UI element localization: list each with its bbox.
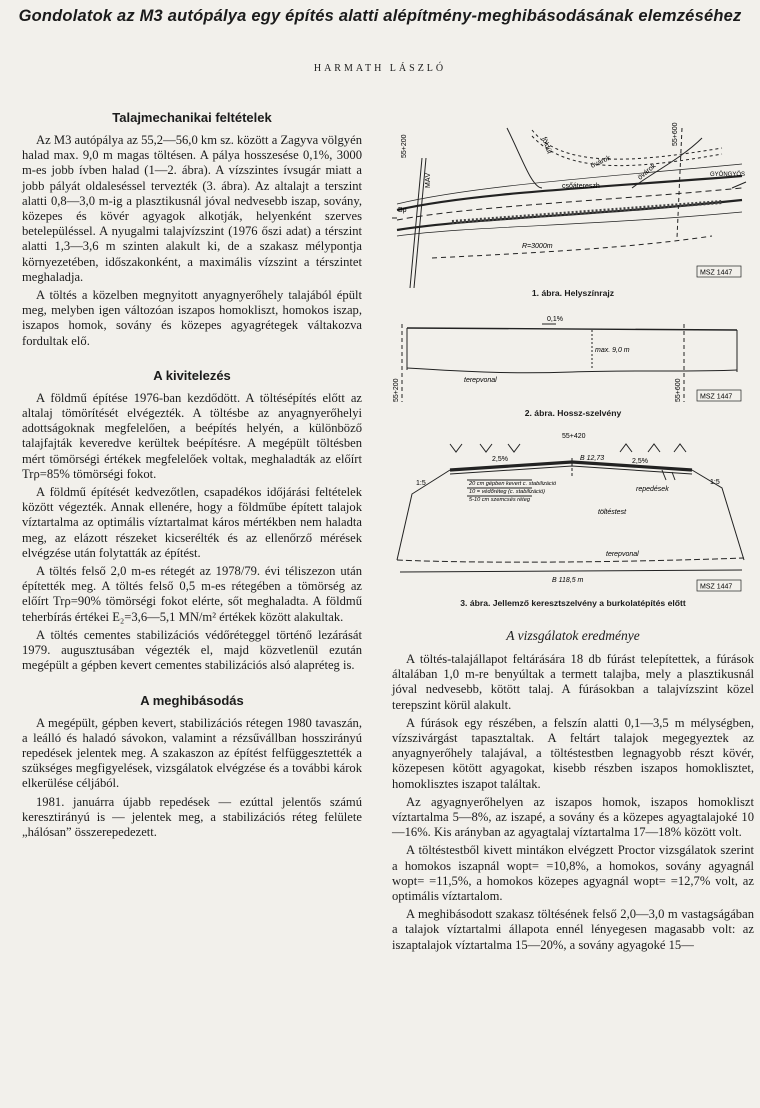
paragraph: A töltés cementes stabilizációs védőréteggel történő lezárását 1979. augusztusában végezték el, majd közvetlenül ezután megépült a gépben kevert cementes stabilizációs alsó alapréteg is.: [22, 627, 362, 673]
figure-1-caption: 1. ábra. Helyszínrajz: [531, 288, 615, 298]
label-ditch: övárok: [589, 154, 612, 170]
paragraph: A meghibásodott szakasz töltésének felső 2,0—3,0 m vastagságában a talajok víztartalmi állapota ennél lényegesen magasabb volt: az iszaptalajok víztartalma 15—20%, a sovány agyagoké 15—: [392, 907, 754, 952]
section-title: A meghibásodás: [140, 692, 244, 708]
paragraph: A töltéstestből kivett mintákon elvégzett Proctor vizsgálatok szerint a homokos iszapnál wopt= =10,8%, a homokos, sovány agyagnál wopt= =11,5%, a homokos közepes agyagnál wopt= =12,7% volt, az optimális víztartalom.: [392, 843, 754, 904]
figure-cross-section: [392, 432, 754, 592]
paragraph: Az M3 autópálya az 55,2—56,0 km sz. között a Zagyva völgyén halad max. 9,0 m magas töltésen. A pálya hosszesése 0,1%, 3000 m-es jobb ívben halad (1—2. ábra). A vízszintes ívsugár miatt a jobb pályát oldaleséssel tervezték (3. ábra). Az altalajt a terszint alatti 0,8—3,0 m-ig a plasztikusnál jóval nedvesebb iszap, sovány, közepes és kövér agyagok alkotják, helyenként szerves betelepüléssel. A nyugalmi talajvízszint (1976 őszi adat) a térszint alatti 1,3—3,6 m szinten alakult ki, de a szakasz mélypontja környezetében, időszakonként, a maximális vízszint a térszintet meghaladja.: [22, 133, 362, 284]
label-km-left: 55+200: [401, 134, 408, 158]
label-b-top: B 12,73: [580, 455, 605, 462]
label-height: max. 9,0 m: [595, 347, 630, 354]
label-gyongyos: GYÖNGYÖS: [710, 172, 746, 178]
paragraph: A földmű építése 1976-ban kezdődött. A töltésépítés előtt az altalaj tömörítését elvégezték. A töltésbe az anyagnyerőhelyi adottságoknak megfelelően, a beépítés helyén, a különböző talajfajták keveredve kerültek beépítésre. A megépült töltésben mért tömörségi értékek megfelelőek voltak, meghaladták az előírt Trρ=85% tömörségi fokot.: [22, 390, 362, 481]
label-ground: terepvonal: [464, 377, 497, 384]
paragraph: A földmű építését kedvezőtlen, csapadékos időjárási feltételek között végezték. Annak ellenére, hogy a földműbe épített talajok víztartalma az optimális víztartalmat káros mértékben nem haladta meg, az elázott részeket kicserélték és az ellenőrző mérések elvégzése után folytatták az építést.: [22, 485, 362, 560]
article-title: Gondolatok az M3 autópálya egy építés alatti alépítmény-meghibásodásának elemzéséhez: [18, 7, 742, 25]
label-slope: 0,1%: [547, 316, 563, 323]
label-layer2: 10 = védőréteg (c. stabilizáció): [469, 489, 546, 495]
right-column: [392, 110, 754, 1100]
label-radius: R=3000m: [522, 243, 553, 250]
grade-line: [407, 328, 737, 330]
label-km-right: 55+600: [675, 378, 682, 402]
label-layer1: 20 cm gépben kevert c. stabilizáció: [469, 481, 557, 487]
figure-2-caption: 2. ábra. Hossz-szelvény: [524, 408, 622, 418]
label-ratio-right: 1:5: [710, 479, 720, 486]
figure-site-plan: [392, 118, 754, 298]
ground-line: [407, 368, 737, 373]
label-plan-no: MSZ 1447: [700, 583, 733, 591]
label-bp: Bp: [398, 207, 407, 214]
label-embankment: töltéstest: [598, 509, 627, 516]
label-slope-right: 2,5%: [632, 458, 648, 465]
label-dirt-road: földút: [540, 136, 553, 155]
section-soil-conditions: [22, 110, 362, 349]
section-title: A kivitelezés: [153, 367, 231, 383]
paragraph: A fúrások egy részében, a felszín alatti 0,1—3,5 m mélységben, vízszivárgást tapasztaltak. A feltárt talajok megegyeztek az anyagnyerőhely talajával, a töltéstestben legnagyobb részt kövér, közepesen kötött agyagokat, kisebb részben iszapos homoklisztet, homoklisztes iszapot találtak.: [392, 715, 754, 791]
left-column: [22, 110, 362, 843]
figure-3-caption: 3. ábra. Jellemző keresztszelvény a burkolatépítés előtt: [460, 598, 686, 608]
ground-line: [397, 558, 744, 562]
paragraph: A megépült, gépben kevert, stabilizációs rétegen 1980 tavaszán, a leálló és haladó sávokon, valamint a rézsűvállban hosszirányú repedések jelentek meg. A szakaszon az építést felfüggesztették a szükséges megfigyelések, vizsgálatok elvégzése és a további károk elkerülése céljából.: [22, 715, 362, 791]
label-b-bottom: B 118,5 m: [552, 577, 584, 584]
label-km-right: 55+600: [672, 122, 679, 146]
section-construction: [22, 368, 362, 674]
label-cracks: repedések: [636, 486, 669, 493]
section-title: A vizsgálatok eredménye: [506, 628, 640, 643]
author-name: HARMATH LÁSZLÓ: [313, 63, 447, 74]
label-slope-left: 2,5%: [492, 456, 508, 463]
section-failure: [22, 693, 362, 841]
label-layer3: 5-10 cm szemcsés réteg: [469, 497, 530, 503]
label-km-left: 55+200: [393, 378, 400, 402]
paragraph: 1981. januárra újabb repedések — ezúttal jelentős számú keresztirányú is — jelentek meg, a stabilizációs réteg felülete „hálósan” összerepedezett.: [22, 794, 362, 839]
section-results: [392, 628, 754, 956]
label-ratio-left: 1:5: [416, 480, 426, 487]
label-ground: terepvonal: [606, 551, 639, 558]
label-station: 55+420: [562, 433, 586, 440]
label-mav: MÁV: [425, 172, 432, 188]
label-plan-no: MSZ 1447: [700, 393, 733, 401]
paragraph: A töltés-talajállapot feltárására 18 db fúrást telepítettek, a fúrások általában 1,0 m-re benyúltak a termett talajba, mely a plasztikusnál jóval nedvesebb, kötött talaj. A fúrásokban a talajvízszint közel terepszint körül alakult.: [392, 652, 754, 712]
paragraph: A töltés a közelben megnyitott anyagnyerőhely talajából épült meg, melyben igen változóan iszapos homokliszt, homokos iszap, iszapos homok, sovány és közepes agyagrétegek váltakozva fordultak elő.: [22, 288, 362, 348]
label-ditch-dir: övárok: [636, 162, 658, 182]
section-title: Talajmechanikai feltételek: [112, 110, 272, 125]
paragraph: Az agyagnyerőhelyen az iszapos homok, iszapos homokliszt víztartalma 5—8%, az iszapé, a sovány és a közepes agyagtalajoké 10—16%. Kis arányban az agyagtalaj víztartalma 17—18% között volt.: [392, 794, 754, 840]
figure-longitudinal-section: [392, 310, 754, 410]
paragraph: A töltés felső 2,0 m-es rétegét az 1978/79. évi téliszezon után építették meg. A töltés felső 0,5 m-es rétegében a tömörség az előírt Trρ=90% tömörségi fokot elérte, sőt meghaladta. A földmű teherbírás értékei E₂=3,6—5,1 MN/m² értékek között alakultak.: [22, 564, 362, 624]
label-culvert: csőátereszh: [562, 183, 600, 190]
label-plan-no: MSZ 1447: [700, 269, 733, 277]
